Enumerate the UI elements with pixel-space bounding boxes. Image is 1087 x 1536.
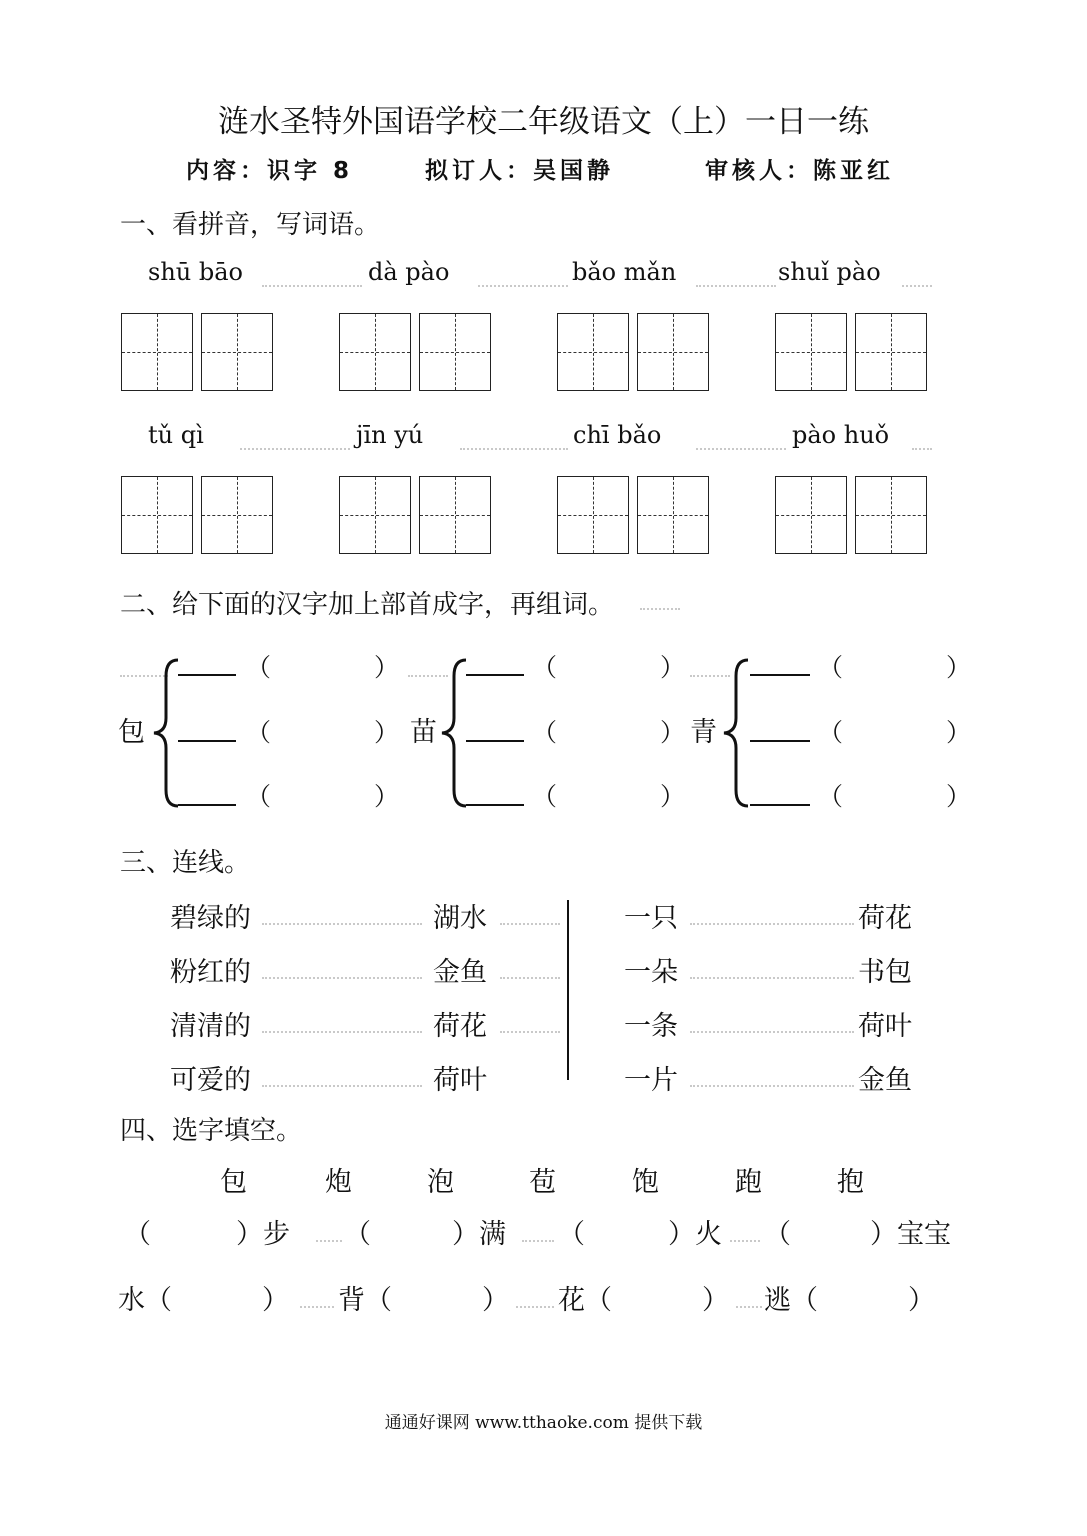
pinyin-7: chī bǎo — [573, 421, 662, 449]
paren-open: （ — [246, 782, 272, 811]
choice-char: 包 — [220, 1167, 247, 1198]
choice-char: 饱 — [632, 1167, 659, 1198]
paren-open: （ — [246, 718, 272, 747]
match-left-b[interactable]: 一朵 — [624, 957, 678, 988]
blank-line[interactable] — [750, 740, 810, 742]
dotted-leader — [690, 923, 854, 925]
dotted-leader — [522, 1240, 554, 1242]
section-3-heading: 三、连线。 — [120, 848, 251, 878]
brace-icon — [438, 656, 468, 810]
subtitle-reviewer: 审核人：陈亚红 — [705, 158, 894, 184]
pinyin-4: shuǐ pào — [778, 258, 881, 286]
blank-line[interactable] — [466, 674, 524, 676]
match-right-b[interactable]: 金鱼 — [858, 1065, 912, 1096]
choice-char: 炮 — [325, 1167, 352, 1198]
page-title: 涟水圣特外国语学校二年级语文（上）一日一练 — [218, 104, 869, 140]
dotted-leader — [300, 1306, 334, 1308]
paren-open: （ — [818, 782, 844, 811]
pinyin-5: tǔ qì — [148, 421, 204, 449]
writing-cell[interactable] — [121, 476, 193, 554]
brace-icon — [720, 656, 750, 810]
dotted-leader — [696, 448, 786, 450]
writing-cell[interactable] — [201, 476, 273, 554]
dotted-leader — [262, 923, 422, 925]
brace-icon — [150, 656, 180, 810]
fill-label: 花（ — [558, 1285, 612, 1316]
blank-line[interactable] — [178, 674, 236, 676]
match-right-a[interactable]: 金鱼 — [433, 957, 487, 988]
match-left-a[interactable]: 可爱的 — [170, 1065, 251, 1096]
pinyin-2: dà pào — [368, 258, 450, 286]
dotted-leader — [262, 1031, 422, 1033]
dotted-leader — [690, 1031, 854, 1033]
dotted-leader — [736, 1306, 762, 1308]
match-right-a[interactable]: 湖水 — [433, 903, 487, 934]
choice-char: 泡 — [427, 1167, 454, 1198]
fill-open: （ — [124, 1219, 151, 1250]
paren-close: ） — [946, 653, 972, 682]
fill-label: 背（ — [338, 1285, 392, 1316]
match-right-b[interactable]: 书包 — [858, 957, 912, 988]
writing-cell[interactable] — [419, 313, 491, 391]
dotted-leader — [640, 608, 680, 610]
match-right-b[interactable]: 荷叶 — [858, 1011, 912, 1042]
dotted-leader — [690, 1085, 854, 1087]
section-4-heading: 四、选字填空。 — [120, 1116, 303, 1146]
fill-open: （ — [558, 1219, 585, 1250]
paren-close: ） — [660, 718, 686, 747]
dotted-leader — [730, 1240, 760, 1242]
writing-cell[interactable] — [775, 313, 847, 391]
paren-close: ） — [660, 782, 686, 811]
match-left-b[interactable]: 一片 — [624, 1065, 678, 1096]
fill-close: ） — [908, 1285, 935, 1316]
writing-cell[interactable] — [637, 313, 709, 391]
dotted-leader — [902, 285, 932, 287]
writing-cell[interactable] — [855, 476, 927, 554]
paren-close: ） — [946, 718, 972, 747]
dotted-leader — [696, 285, 776, 287]
dotted-leader — [262, 977, 422, 979]
radical-char-3: 青 — [690, 717, 717, 748]
fill-close: ） — [702, 1285, 729, 1316]
pinyin-8: pào huǒ — [792, 421, 890, 449]
paren-open: （ — [818, 653, 844, 682]
paren-open: （ — [532, 782, 558, 811]
dotted-leader — [478, 285, 568, 287]
paren-close: ） — [660, 653, 686, 682]
choice-char: 抱 — [837, 1167, 864, 1198]
match-left-b[interactable]: 一条 — [624, 1011, 678, 1042]
paren-open: （ — [532, 718, 558, 747]
fill-close: ） — [482, 1285, 509, 1316]
writing-cell[interactable] — [775, 476, 847, 554]
footer-text: 通通好课网 www.tthaoke.com 提供下载 — [384, 1413, 703, 1433]
paren-open: （ — [246, 653, 272, 682]
match-left-a[interactable]: 碧绿的 — [170, 903, 251, 934]
fill-label: 逃（ — [764, 1285, 818, 1316]
pinyin-6: jīn yú — [356, 421, 424, 449]
fill-close: ） — [262, 1285, 289, 1316]
blank-line[interactable] — [466, 804, 524, 806]
pinyin-1: shū bāo — [148, 258, 243, 286]
paren-open: （ — [818, 718, 844, 747]
paren-open: （ — [532, 653, 558, 682]
match-left-a[interactable]: 清清的 — [170, 1011, 251, 1042]
dotted-leader — [500, 977, 560, 979]
fill-close-label: ）宝宝 — [870, 1219, 951, 1250]
paren-close: ） — [374, 653, 400, 682]
section-1-heading: 一、看拼音，写词语。 — [120, 210, 381, 240]
blank-line[interactable] — [466, 740, 524, 742]
radical-char-2: 苗 — [410, 717, 437, 748]
writing-cell[interactable] — [419, 476, 491, 554]
dotted-leader — [912, 448, 932, 450]
fill-close-label: ）火 — [668, 1219, 722, 1250]
pinyin-3: bǎo mǎn — [572, 258, 677, 286]
writing-cell[interactable] — [339, 476, 411, 554]
fill-close-label: ）满 — [452, 1219, 506, 1250]
section-2-heading: 二、给下面的汉字加上部首成字，再组词。 — [120, 590, 615, 620]
match-right-a[interactable]: 荷叶 — [433, 1065, 487, 1096]
match-right-b[interactable]: 荷花 — [858, 903, 912, 934]
radical-char-1: 包 — [118, 717, 145, 748]
column-divider — [567, 900, 569, 1080]
paren-close: ） — [374, 718, 400, 747]
blank-line[interactable] — [178, 804, 236, 806]
match-left-a[interactable]: 粉红的 — [170, 957, 251, 988]
fill-open: （ — [764, 1219, 791, 1250]
paren-close: ） — [946, 782, 972, 811]
writing-cell[interactable] — [855, 313, 927, 391]
dotted-leader — [500, 923, 560, 925]
dotted-leader — [316, 1240, 342, 1242]
dotted-leader — [262, 285, 362, 287]
dotted-leader — [500, 1031, 560, 1033]
dotted-leader — [460, 448, 568, 450]
writing-cell[interactable] — [637, 476, 709, 554]
paren-close: ） — [374, 782, 400, 811]
writing-cell[interactable] — [339, 313, 411, 391]
fill-close-label: ）步 — [236, 1219, 290, 1250]
choice-char: 跑 — [735, 1167, 762, 1198]
blank-line[interactable] — [750, 804, 810, 806]
fill-open: （ — [344, 1219, 371, 1250]
dotted-leader — [516, 1306, 554, 1308]
dotted-leader — [240, 448, 350, 450]
dotted-leader — [690, 977, 854, 979]
dotted-leader — [262, 1085, 422, 1087]
writing-cell[interactable] — [201, 313, 273, 391]
match-right-a[interactable]: 荷花 — [433, 1011, 487, 1042]
subtitle-content: 内容：识字 8 — [186, 158, 354, 184]
subtitle-drafter: 拟订人：吴国静 — [425, 158, 614, 184]
fill-label: 水（ — [118, 1285, 172, 1316]
match-left-b[interactable]: 一只 — [624, 903, 678, 934]
writing-cell[interactable] — [557, 313, 629, 391]
choice-char: 苞 — [529, 1167, 556, 1198]
writing-cell[interactable] — [121, 313, 193, 391]
blank-line[interactable] — [178, 740, 236, 742]
blank-line[interactable] — [750, 674, 810, 676]
writing-cell[interactable] — [557, 476, 629, 554]
